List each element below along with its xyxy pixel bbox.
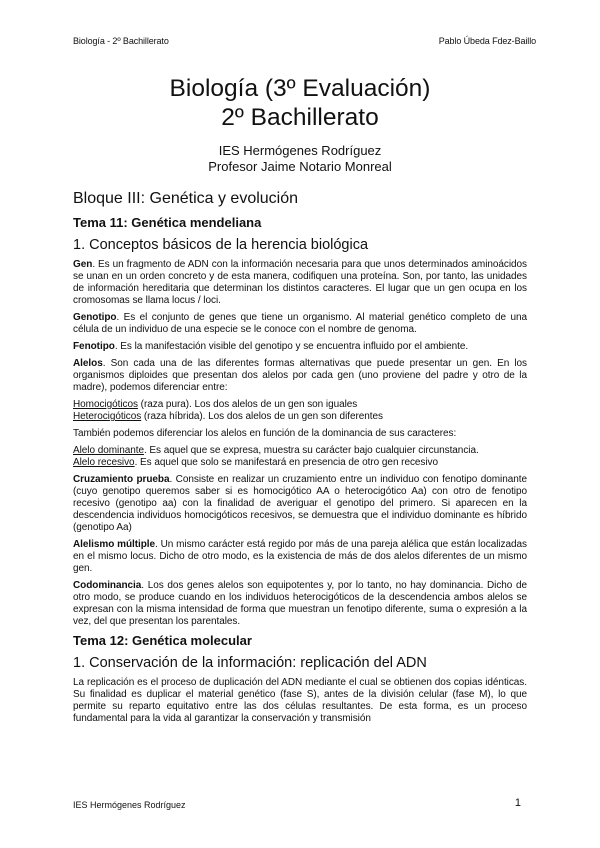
subtitle-school: IES Hermógenes Rodríguez bbox=[218, 143, 382, 158]
definition-cruzamiento-prueba: . Consiste en realizar un cruzamiento entre un individuo con fenotipo dominante (cuyo genotipo queremos saber si es homocigótico AA o heterocigótico Aa) con otro de fenotipo recesivo (genotipo aa) con la finalidad de averiguar el genotipo del primero. Si aparecen en la descendencia individuos homocigóticos recesivos, se demuestra que el individuo dominante es híbrido (genotipo Aa) bbox=[73, 474, 527, 533]
paragraph-alelismo-multiple bbox=[73, 539, 527, 575]
block-heading: Bloque III: Genética y evolución bbox=[73, 190, 299, 207]
definition-alelo-recesivo: . Es aquel que solo se manifestará en presencia de otro gen recesivo bbox=[134, 457, 439, 468]
header-author: Pablo Úbeda Fdez-Baillo bbox=[438, 36, 536, 46]
paragraph-fenotipo bbox=[73, 341, 527, 353]
definition-fenotipo: . Es la manifestación visible del genotipo y se encuentra influido por el ambiente. bbox=[114, 341, 469, 352]
term-heterocigoticos: Heterocigóticos bbox=[73, 411, 142, 422]
term-gen: Gen bbox=[73, 259, 93, 270]
header-course: Biología - 2º Bachillerato bbox=[73, 36, 169, 46]
tema-12-section-1-heading: 1. Conservación de la información: replicación del ADN bbox=[73, 655, 427, 671]
document-subtitle bbox=[0, 143, 600, 175]
term-alelos: Alelos bbox=[73, 358, 103, 369]
term-fenotipo: Fenotipo bbox=[73, 341, 115, 352]
term-homocigoticos: Homocigóticos bbox=[73, 399, 138, 410]
paragraph-cruzamiento-prueba bbox=[73, 474, 527, 534]
definition-alelo-dominante: . Es aquel que se expresa, muestra su carácter bajo cualquier circunstancia. bbox=[143, 445, 479, 456]
paragraph-homocigoticos bbox=[73, 399, 527, 411]
paragraph-alelo-recesivo bbox=[73, 457, 527, 469]
paragraph-heterocigoticos bbox=[73, 411, 527, 423]
title-line-1: Biología (3º Evaluación) bbox=[169, 75, 431, 102]
paragraph-gen bbox=[73, 259, 527, 307]
paragraph-dominancia-intro: También podemos diferenciar los alelos en función de la dominancia de sus caracteres: bbox=[73, 428, 457, 439]
document-title bbox=[0, 74, 600, 132]
paragraph-alelo-dominante bbox=[73, 445, 527, 457]
tema-11-section-1-heading: 1. Conceptos básicos de la herencia biológica bbox=[73, 237, 369, 253]
definition-homocigoticos: (raza pura). Los dos alelos de un gen son iguales bbox=[137, 399, 358, 410]
definition-heterocigoticos: (raza híbrida). Los dos alelos de un gen son diferentes bbox=[141, 411, 383, 422]
tema-12-heading: Tema 12: Genética molecular bbox=[73, 633, 252, 648]
term-alelismo-multiple: Alelismo múltiple bbox=[73, 539, 156, 550]
paragraph-alelos bbox=[73, 358, 527, 394]
footer-school: IES Hermógenes Rodríguez bbox=[73, 800, 186, 810]
definition-alelismo-multiple: . Un mismo carácter está regido por más de una pareja alélica que están localizadas en el mismo locus. Dicho de otro modo, es la existencia de más de dos alelos diferentes de un mismo gen. bbox=[73, 539, 527, 574]
paragraph-genotipo bbox=[73, 312, 527, 336]
term-cruzamiento-prueba: Cruzamiento prueba bbox=[73, 474, 170, 485]
term-alelo-dominante: Alelo dominante bbox=[73, 445, 144, 456]
title-line-2: 2º Bachillerato bbox=[221, 104, 379, 131]
term-alelo-recesivo: Alelo recesivo bbox=[73, 457, 135, 468]
term-genotipo: Genotipo bbox=[73, 312, 117, 323]
main-content bbox=[73, 189, 527, 730]
paragraph-replicacion: La replicación es el proceso de duplicación del ADN mediante el cual se obtienen dos copias idénticas. Su finalidad es duplicar el material genético (fase S), antes de la división celular (fase M), lo que permite su reparto equitativo entre las dos células resultantes. De esta forma, es un proceso fundamental para la vida al garantizar la conservación y transmisión bbox=[73, 677, 527, 724]
tema-11-heading: Tema 11: Genética mendeliana bbox=[73, 215, 262, 230]
term-codominancia: Codominancia bbox=[73, 580, 142, 591]
definition-codominancia: . Los dos genes alelos son equipotentes y, por lo tanto, no hay dominancia. Dicho de otro modo, se produce cuando en los individuos heterocigóticos de la descendencia ambos alelos se expresan con la misma intensidad de forma que muestran un fenotipo diferente, suma o expresión a la vez, del que presentan los parentales. bbox=[73, 580, 527, 627]
definition-gen: . Es un fragmento de ADN con la información necesaria para que unos determinados aminoácidos se unan en un orden concreto y de esta manera, codifiquen una proteína. Son, por tanto, las unidades de información hereditaria que determinan los distintos caracteres. El lugar que un gen ocupa en los cromosomas se llama locus / loci. bbox=[73, 259, 527, 306]
definition-genotipo: . Es el conjunto de genes que tiene un organismo. Al material genético completo de una célula de un individuo de una especie se le conoce con el nombre de genoma. bbox=[73, 312, 527, 335]
definition-alelos: . Son cada una de las diferentes formas alternativas que puede presentar un gen. En los organismos diploides que presentan dos alelos por cada gen (uno proviene del padre y otro de la madre), podemos diferenciar entre: bbox=[73, 358, 527, 393]
subtitle-teacher: Profesor Jaime Notario Monreal bbox=[208, 159, 392, 174]
page-number: 1 bbox=[514, 797, 521, 809]
paragraph-codominancia bbox=[73, 580, 527, 628]
